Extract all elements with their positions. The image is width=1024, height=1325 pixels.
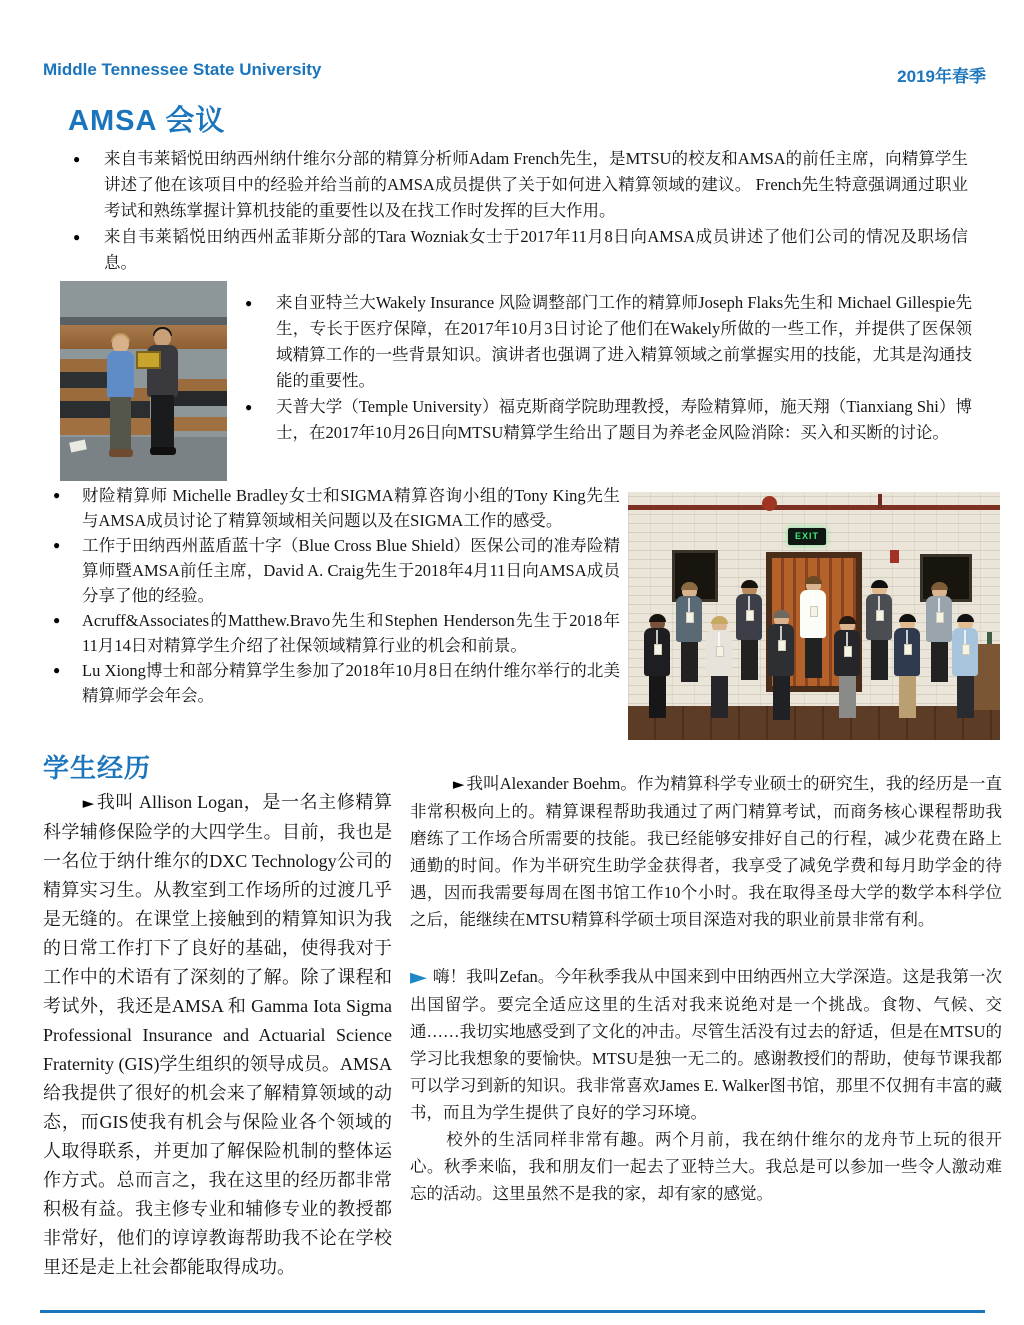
photo2-person	[766, 612, 796, 720]
paragraph-arrow-icon: ►	[82, 794, 95, 812]
bullet-tara-wozniak: ● 来自韦莱韬悦田纳西州孟菲斯分部的Tara Wozniak女士于2017年11月8日向AMSA成员讲述了他们公司的情况及职场信息。	[68, 224, 968, 276]
photo2-ceiling-pipe	[628, 505, 1000, 510]
photo1-wood-panel	[60, 325, 227, 349]
student-column-right	[410, 770, 1002, 1207]
bullet-sigma: ● 财险精算师 Michelle Bradley女士和SIGMA精算咨询小组的Tony King先生与AMSA成员讨论了精算领域相关问题以及在SIGMA工作的感受。	[48, 483, 620, 533]
student-column-left	[43, 788, 392, 1282]
bullet-adam-french: ● 来自韦莱韬悦田纳西州纳什维尔分部的精算分析师Adam French先生，是MTSU的校友和AMSA的前任主席，向精算学生讲述了他在该项目中的经验并给当前的AMSA成员提供了关于如何进入精算领域的建议。 French先生特意强调通过职业考试和熟练掌握计算机技能的重要性以及在找工作时发挥的巨大作用。	[68, 146, 968, 224]
amsa-bullet-list-mid	[240, 290, 972, 446]
photo2-pipe-joint	[878, 494, 882, 508]
bullet-lu-xiong: ● Lu Xiong博士和部分精算学生参加了2018年10月8日在纳什维尔举行的北美精算师学会年会。	[48, 658, 620, 708]
paragraph-zefan-continued: 校外的生活同样非常有趣。两个月前，我在纳什维尔的龙舟节上玩的很开心。秋季来临，我和朋友们一起去了亚特兰大。我总是可以参加一些令人激动难忘的活动。这里虽然不是我的家，却有家的感觉。	[410, 1130, 1002, 1203]
bullet-blue-cross: ● 工作于田纳西州蓝盾蓝十字（Blue Cross Blue Shield）医保公司的准寿险精算师暨AMSA前任主席，David A. Craig先生于2018年4月11日向AMSA成员分享了他的经验。	[48, 533, 620, 608]
photo1-wall-rail	[60, 317, 227, 325]
photo2-person	[892, 616, 922, 718]
bullet-acruff: ● Acruff&Associates的Matthew.Bravo先生和Stephen Henderson先生于2018年11月14日对精算学生介绍了社保领域精算行业的机会和前景。	[48, 608, 620, 658]
paragraph-zefan-text: 嗨！我叫Zefan。今年秋季我从中国来到中田纳西州立大学深造。这是我第一次出国留学。要完全适应这里的生活对我来说绝对是一个挑战。食物、气候、交通……我切实地感受到了文化的冲击。尽管生活没有过去的舒适，但是在MTSU的学习比我想象的要愉快。MTSU是独一无二的。感谢教授们的帮助，使每节课我都可以学习到新的知识。我非常喜欢James E. Walker图书馆，那里不仅拥有丰富的藏书，而且为学生提供了良好的学习环境。	[410, 967, 1002, 1122]
photo1-desk-tier	[60, 388, 150, 401]
photo2-bottle	[987, 632, 992, 644]
photo1-award-plaque	[136, 351, 161, 369]
amsa-section-title: AMSA 会议	[68, 105, 226, 137]
photo1-chair-row	[60, 401, 150, 418]
photo2-person	[950, 616, 980, 718]
photo2-pipe-valve	[762, 496, 777, 511]
photo2-exit-sign: EXIT	[788, 528, 826, 545]
photo-award-presentation	[60, 281, 227, 481]
photo2-person	[704, 618, 734, 718]
paragraph-allison-text: 我叫 Allison Logan，是一名主修精算科学辅修保险学的大四学生。目前，我也是一名位于纳什维尔的DXC Technology公司的精算实习生。从教室到工作场所的过渡几乎是无缝的。在课堂上接触到的精算知识为我的日常工作打下了良好的基础，使得我对于工作中的术语有了深刻的了解。除了课程和考试外，我还是AMSA 和 Gamma Iota Sigma Professional Insurance and Actuarial Science Fraternity (GIS)学生组织的领导成员。AMSA给我提供了很好的机会来了解精算领域的动态，而GIS使我有机会与保险业各个领域的人取得联系，并更加了解保险机制的整体运作方式。总而言之，我在这里的经历都非常积极有益。我主修专业和辅修专业的教授都非常好，他们的谆谆教诲帮助我不论在学校里还是走上社会都能取得成功。	[43, 792, 392, 1277]
paragraph-allison-logan	[43, 788, 392, 1282]
photo2-person	[832, 618, 862, 718]
photo2-person	[734, 582, 764, 680]
photo2-person	[798, 578, 828, 678]
photo2-person	[864, 582, 894, 680]
photo1-student-blue-shirt	[106, 335, 136, 465]
paragraph-arrow-blue-icon: ►	[410, 965, 427, 990]
paragraph-arrow-icon: ►	[452, 775, 465, 793]
photo2-person	[642, 616, 672, 718]
bullet-temple-university: ● 天普大学（Temple University）福克斯商学院助理教授，寿险精算师，施天翔（Tianxiang Shi）博士，在2017年10月26日向MTSU精算学生给出了题目为养老金风险消除：买入和买断的讨论。	[240, 394, 972, 446]
footer-divider	[40, 1310, 985, 1313]
photo2-fire-alarm	[890, 550, 899, 563]
paragraph-alexander-text: 我叫Alexander Boehm。作为精算科学专业硕士的研究生，我的经历是一直非常积极向上的。精算课程帮助我通过了两门精算考试，而商务核心课程帮助我磨练了工作场合所需要的技能。我已经能够安排好自己的行程，减少花费在路上通勤的时间。作为半研究生助学金获得者，我享受了减免学费和每月助学金的待遇，因而我需要每周在图书馆工作10个小时。我在取得圣母大学的数学本科学位之后，能继续在MTSU精算科学硕士项目深造对我的职业前景非常有利。	[410, 774, 1002, 929]
paragraph-alexander-boehm	[410, 770, 1002, 933]
amsa-bullet-list-bottom	[48, 483, 620, 708]
bullet-wakely-insurance: ● 来自亚特兰大Wakely Insurance 风险调整部门工作的精算师Joseph Flaks先生和 Michael Gillespie先生，专长于医疗保障，在2017年10月3日讨论了他们在Wakely所做的一些工作，并提供了医保领域精算工作的一些背景知识。演讲者也强调了进入精算领域之前掌握实用的技能，尤其是沟通技能的重要性。	[240, 290, 972, 394]
amsa-bullet-list-top	[68, 146, 968, 276]
paragraph-zefan	[410, 963, 1002, 1126]
photo-conference-group	[628, 492, 1000, 740]
university-name: Middle Tennessee State University	[43, 60, 322, 79]
photo2-person	[674, 584, 704, 682]
photo2-wood-floor	[628, 706, 1000, 740]
students-section-title: 学生经历	[43, 753, 152, 783]
issue-season: 2019年春季	[897, 67, 986, 86]
photo1-professor-dark-suit	[146, 329, 180, 465]
